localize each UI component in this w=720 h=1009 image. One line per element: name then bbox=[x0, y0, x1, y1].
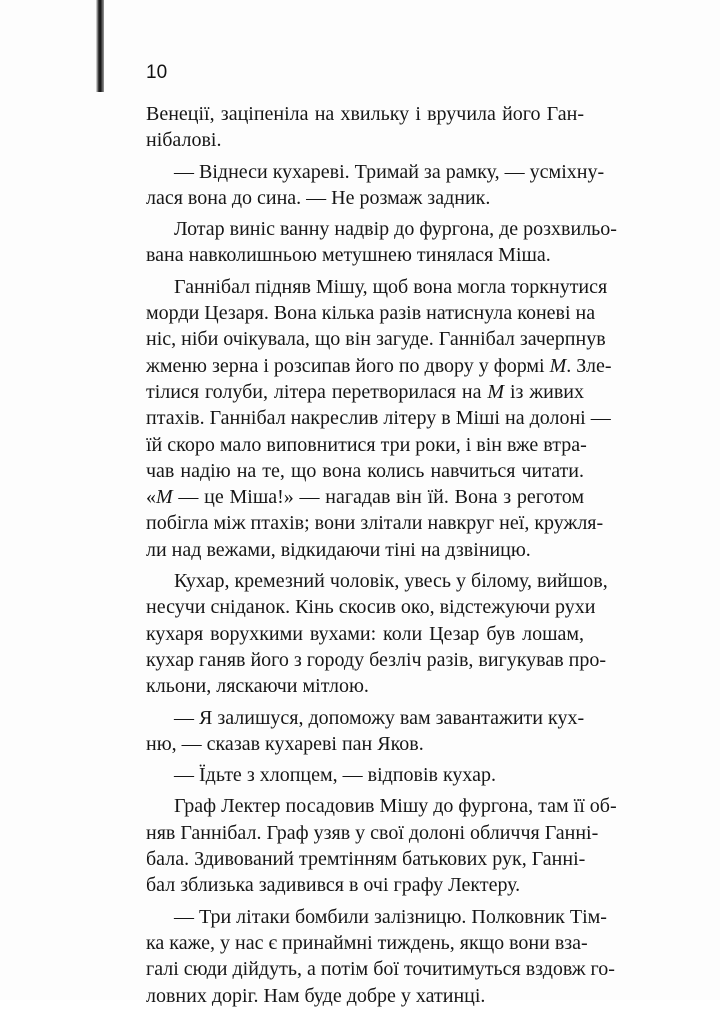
text-line: галі сюди дійдуть, а потім бої точитимуться вздовж го- bbox=[146, 958, 615, 981]
text-line: — Їдьте з хлопцем, — відповів кухар. bbox=[174, 764, 497, 787]
text-line: няв Ганнібал. Граф узяв у свої долоні обличчя Ганні- bbox=[146, 821, 599, 844]
paragraph bbox=[146, 568, 608, 699]
body-text bbox=[146, 101, 617, 1009]
text-line: ка каже, у нас є принаймні тиждень, якщо вони вза- bbox=[146, 931, 588, 954]
text-line: нібалові. bbox=[146, 129, 222, 152]
binding-shadow bbox=[96, 0, 104, 92]
text-line: Граф Лектер посадовив Мішу до фургона, там її об- bbox=[174, 795, 617, 818]
text-line: лася вона до сина. — Не розмаж задник. bbox=[146, 186, 491, 209]
paragraph bbox=[146, 159, 605, 212]
text-line: вана навколишньою метушнею тинялася Міша. bbox=[146, 244, 551, 267]
paragraph bbox=[146, 904, 615, 1009]
paragraph bbox=[146, 762, 584, 788]
text-line: ніс, ніби очікувала, що він загуде. Ганнібал зачерпнув bbox=[146, 328, 606, 351]
page-number: 10 bbox=[146, 62, 168, 83]
text-line: «М — це Міша!» — нагадав він їй. Вона з реготом bbox=[146, 486, 584, 509]
text-line: ню, — сказав кухареві пан Яков. bbox=[146, 732, 424, 755]
text-line: Ганнібал підняв Мішу, щоб вона могла торкнутися bbox=[174, 275, 608, 298]
paragraph bbox=[146, 216, 617, 269]
text-line: ловних доріг. Нам буде добре у хатинці. bbox=[146, 984, 486, 1007]
text-line: кльони, ляскаючи мітлою. bbox=[146, 675, 369, 698]
text-line: — Віднеси кухареві. Тримай за рамку, — усміхну- bbox=[174, 160, 605, 183]
text-line: птахів. Ганнібал накреслив літеру в Міші на долоні — bbox=[146, 407, 611, 430]
text-line: — Три літаки бомбили залізницю. Полковник Тім- bbox=[174, 905, 607, 928]
text-line: Кухар, кремезний чоловік, увесь у білому, вийшов, bbox=[174, 570, 608, 593]
text-line: морди Цезаря. Вона кілька разів натиснула коневі на bbox=[146, 302, 596, 325]
text-line: бала. Здивований тремтінням батькових рук, Ганні- bbox=[146, 848, 586, 871]
text-line: жменю зерна і розсипав його по двору у формі М. Зле- bbox=[146, 354, 612, 377]
text-line: ли над вежами, відкидаючи тіні на дзвіницю. bbox=[146, 538, 531, 561]
text-line: Лотар виніс ванну надвір до фургона, де розхвильо- bbox=[174, 218, 617, 241]
paragraph bbox=[146, 274, 612, 563]
paragraph bbox=[146, 101, 584, 154]
text-line: — Я залишуся, допоможу вам завантажити кух- bbox=[174, 706, 585, 729]
text-line: кухар ганяв його з городу безліч разів, вигукував про- bbox=[146, 648, 607, 671]
text-line: бал зблизька задивився в очі графу Лектеру. bbox=[146, 874, 521, 897]
text-line: їй скоро мало виповнитися три роки, і він вже втра- bbox=[146, 433, 587, 456]
paragraph bbox=[146, 793, 617, 898]
text-line: Венеції, заціпеніла на хвильку і вручила його Ган- bbox=[146, 103, 584, 125]
text-line: кухаря ворухкими вухами: коли Цезар був лошам, bbox=[146, 622, 584, 645]
text-line: несучи сніданок. Кінь скосив око, відстежуючи рухи bbox=[146, 596, 596, 619]
paragraph bbox=[146, 705, 584, 758]
text-line: чав надію на те, що вона колись навчиться читати. bbox=[146, 459, 584, 482]
text-line: побігла між птахів; вони злітали навкруг неї, кружля- bbox=[146, 512, 604, 535]
text-line: тілися голуби, літера перетворилася на М із живих bbox=[146, 380, 584, 403]
